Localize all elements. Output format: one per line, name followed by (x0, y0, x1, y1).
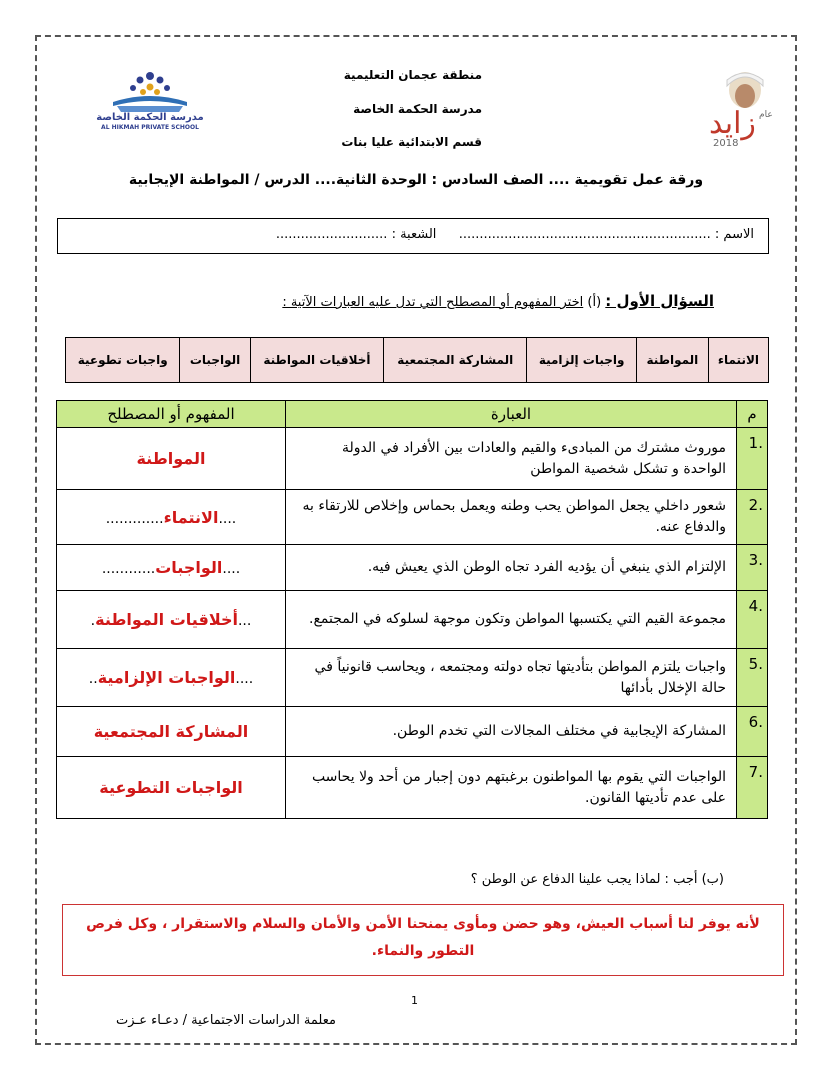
student-info-box (57, 218, 769, 254)
row-statement: واجبات يلتزم المواطن بتأديتها تجاه دولته ومجتمعه ، ويحاسب قانونياً في حالة الإخلال بأدائها (286, 649, 737, 707)
table-row (57, 545, 768, 591)
row-number: .7 (737, 757, 768, 819)
row-number: .1 (737, 428, 768, 490)
header-statement: العبارة (286, 401, 737, 428)
row-answer[interactable]: المشاركة المجتمعية (57, 707, 286, 757)
zayed-small: عام (759, 110, 773, 120)
logo-arabic-text: مدرسة الحكمة الخاصة (96, 112, 204, 123)
name-field[interactable]: الاسم : ............................................................. (458, 227, 754, 242)
question-1 (282, 292, 714, 310)
table-row (57, 707, 768, 757)
term-item: أخلاقيات المواطنة (250, 338, 383, 383)
question-1-label: السؤال الأول : (605, 292, 714, 310)
row-answer[interactable]: الواجبات التطوعية (57, 757, 286, 819)
row-statement: الإلتزام الذي ينبغي أن يؤديه الفرد تجاه الوطن الذي يعيش فيه. (286, 545, 737, 591)
row-number: .5 (737, 649, 768, 707)
term-item: المواطنة (636, 338, 708, 383)
table-row (57, 591, 768, 649)
logo-english-text: AL HIKMAH PRIVATE SCHOOL (101, 124, 199, 131)
teacher-name: معلمة الدراسات الاجتماعية / دعـاء عـزت (116, 1013, 336, 1028)
row-answer[interactable]: ....الانتماء............. (57, 490, 286, 545)
terms-bank (65, 337, 769, 383)
page-number: 1 (411, 994, 418, 1007)
zayed-year: 2018 (713, 138, 739, 149)
row-number: .2 (737, 490, 768, 545)
row-statement: الواجبات التي يقوم بها المواطنون برغبتهم دون إجبار من أحد ولا يحاسب على عدم تأديتها القانون. (286, 757, 737, 819)
row-answer[interactable]: ....الواجبات الإلزامية.. (57, 649, 286, 707)
row-answer[interactable]: المواطنة (57, 428, 286, 490)
school-logo (95, 68, 205, 130)
zayed-word: زايد (709, 106, 756, 141)
header-num: م (737, 401, 768, 428)
questions-table (56, 400, 768, 819)
header-line-2: مدرسة الحكمة الخاصة (353, 102, 482, 116)
header-line-1: منطقة عجمان التعليمية (343, 68, 482, 82)
term-item: الانتماء (708, 338, 768, 383)
section-field[interactable]: الشعبة : ........................... (275, 227, 437, 242)
table-row (57, 757, 768, 819)
row-statement: موروث مشترك من المبادىء والقيم والعادات بين الأفراد في الدولة الواحدة و تشكل شخصية المواطن (286, 428, 737, 490)
row-statement: المشاركة الإيجابية في مختلف المجالات التي تخدم الوطن. (286, 707, 737, 757)
row-number: .6 (737, 707, 768, 757)
row-answer[interactable]: ...أخلاقيات المواطنة. (57, 591, 286, 649)
term-item: واجبات إلزامية (527, 338, 637, 383)
term-item: المشاركة المجتمعية (384, 338, 527, 383)
question-1-letter: (أ) (587, 295, 602, 310)
table-row (57, 490, 768, 545)
row-number: .3 (737, 545, 768, 591)
row-number: .4 (737, 591, 768, 649)
row-answer[interactable]: ....الواجبات............ (57, 545, 286, 591)
row-statement: شعور داخلي يجعل المواطن يحب وطنه ويعمل بحماس وإخلاص للارتقاء به والدفاع عنه. (286, 490, 737, 545)
table-row (57, 649, 768, 707)
term-item: واجبات تطوعية (66, 338, 180, 383)
header-concept: المفهوم أو المصطلح (57, 401, 286, 428)
question-b: (ب) أجب : لماذا يجب علينا الدفاع عن الوطن ؟ (470, 872, 724, 887)
table-header-row (57, 401, 768, 428)
page-title: ورقة عمل تقويمية .... الصف السادس : الوحدة الثانية.... الدرس / المواطنة الإيجابية (128, 172, 704, 188)
table-row (57, 428, 768, 490)
term-item: الواجبات (180, 338, 250, 383)
header-line-3: قسم الابتدائية عليا بنات (341, 135, 482, 149)
question-1-instruction: اختر المفهوم أو المصطلح التي تدل عليه العبارات الآتية : (282, 295, 584, 310)
row-statement: مجموعة القيم التي يكتسبها المواطن وتكون موجهة لسلوكه في المجتمع. (286, 591, 737, 649)
year-of-zayed-logo (705, 66, 783, 150)
answer-b-box[interactable]: لأنه يوفر لنا أسباب العيش، وهو حضن ومأوى يمنحنا الأمن والأمان والسلام والاستقرار ، وكل فرص التطور والنماء. (62, 904, 784, 976)
